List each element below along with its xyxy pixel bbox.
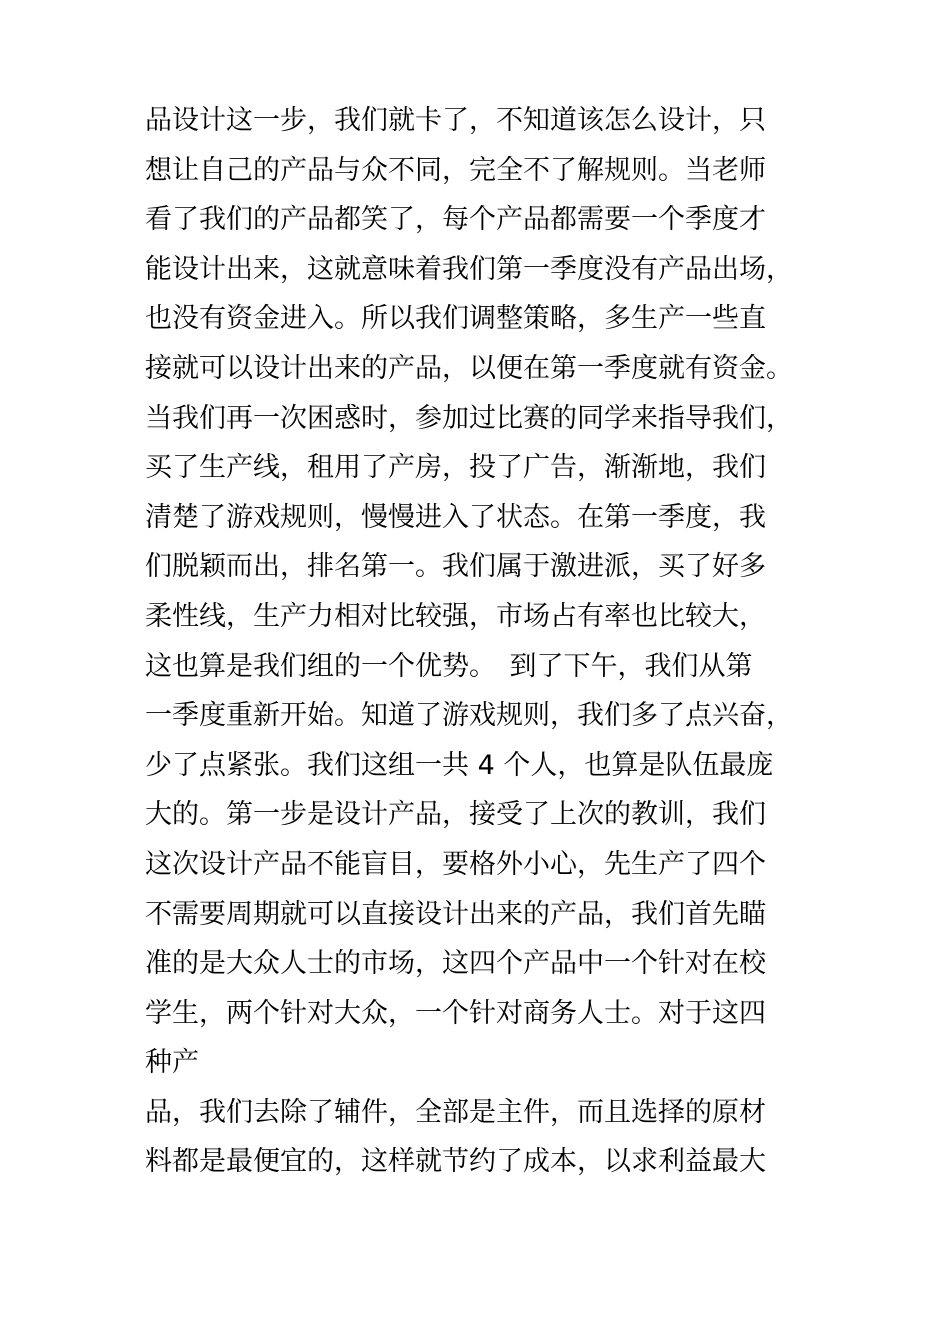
text-line: 一季度重新开始。知道了游戏规则，我们多了点兴奋， xyxy=(145,700,793,732)
text-line: 准的是大众人士的市场，这四个产品中一个针对在校 xyxy=(145,948,766,980)
text-line: 不需要周期就可以直接设计出来的产品，我们首先瞄 xyxy=(145,898,766,930)
text-line: 想让自己的产品与众不同，完全不了解规则。当老师 xyxy=(145,154,766,186)
text-line: 能设计出来，这就意味着我们第一季度没有产品出场， xyxy=(145,253,793,285)
text-line: 这次设计产品不能盲目，要格外小心，先生产了四个 xyxy=(145,848,766,880)
text-line: 清楚了游戏规则，慢慢进入了状态。在第一季度，我 xyxy=(145,501,766,533)
text-line: 们脱颖而出，排名第一。我们属于激进派，买了好多 xyxy=(145,551,766,583)
text-line: 接就可以设计出来的产品，以便在第一季度就有资金。 xyxy=(145,352,793,384)
text-line: 品，我们去除了辅件，全部是主件，而且选择的原材 xyxy=(145,1096,766,1128)
text-line: 当我们再一次困惑时，参加过比赛的同学来指导我们， xyxy=(145,402,793,434)
text-line: 这也算是我们组的一个优势。 到了下午，我们从第 xyxy=(145,650,753,682)
text-line: 大的。第一步是设计产品，接受了上次的教训，我们 xyxy=(145,799,766,831)
text-line: 学生，两个针对大众，一个针对商务人士。对于这四 xyxy=(145,997,766,1029)
text-line: 看了我们的产品都笑了，每个产品都需要一个季度才 xyxy=(145,204,766,236)
text-line: 种产 xyxy=(145,1047,199,1079)
text-line: 少了点紧张。我们这组一共 4 个人，也算是队伍最庞 xyxy=(145,749,774,781)
text-line: 买了生产线，租用了产房，投了广告，渐渐地，我们 xyxy=(145,452,766,484)
text-line: 也没有资金进入。所以我们调整策略，多生产一些直 xyxy=(145,303,766,335)
text-line: 料都是最便宜的，这样就节约了成本，以求利益最大 xyxy=(145,1146,766,1178)
text-line: 柔性线，生产力相对比较强，市场占有率也比较大， xyxy=(145,600,766,632)
body-text xyxy=(145,96,835,1187)
text-line: 品设计这一步，我们就卡了，不知道该怎么设计，只 xyxy=(145,105,766,136)
